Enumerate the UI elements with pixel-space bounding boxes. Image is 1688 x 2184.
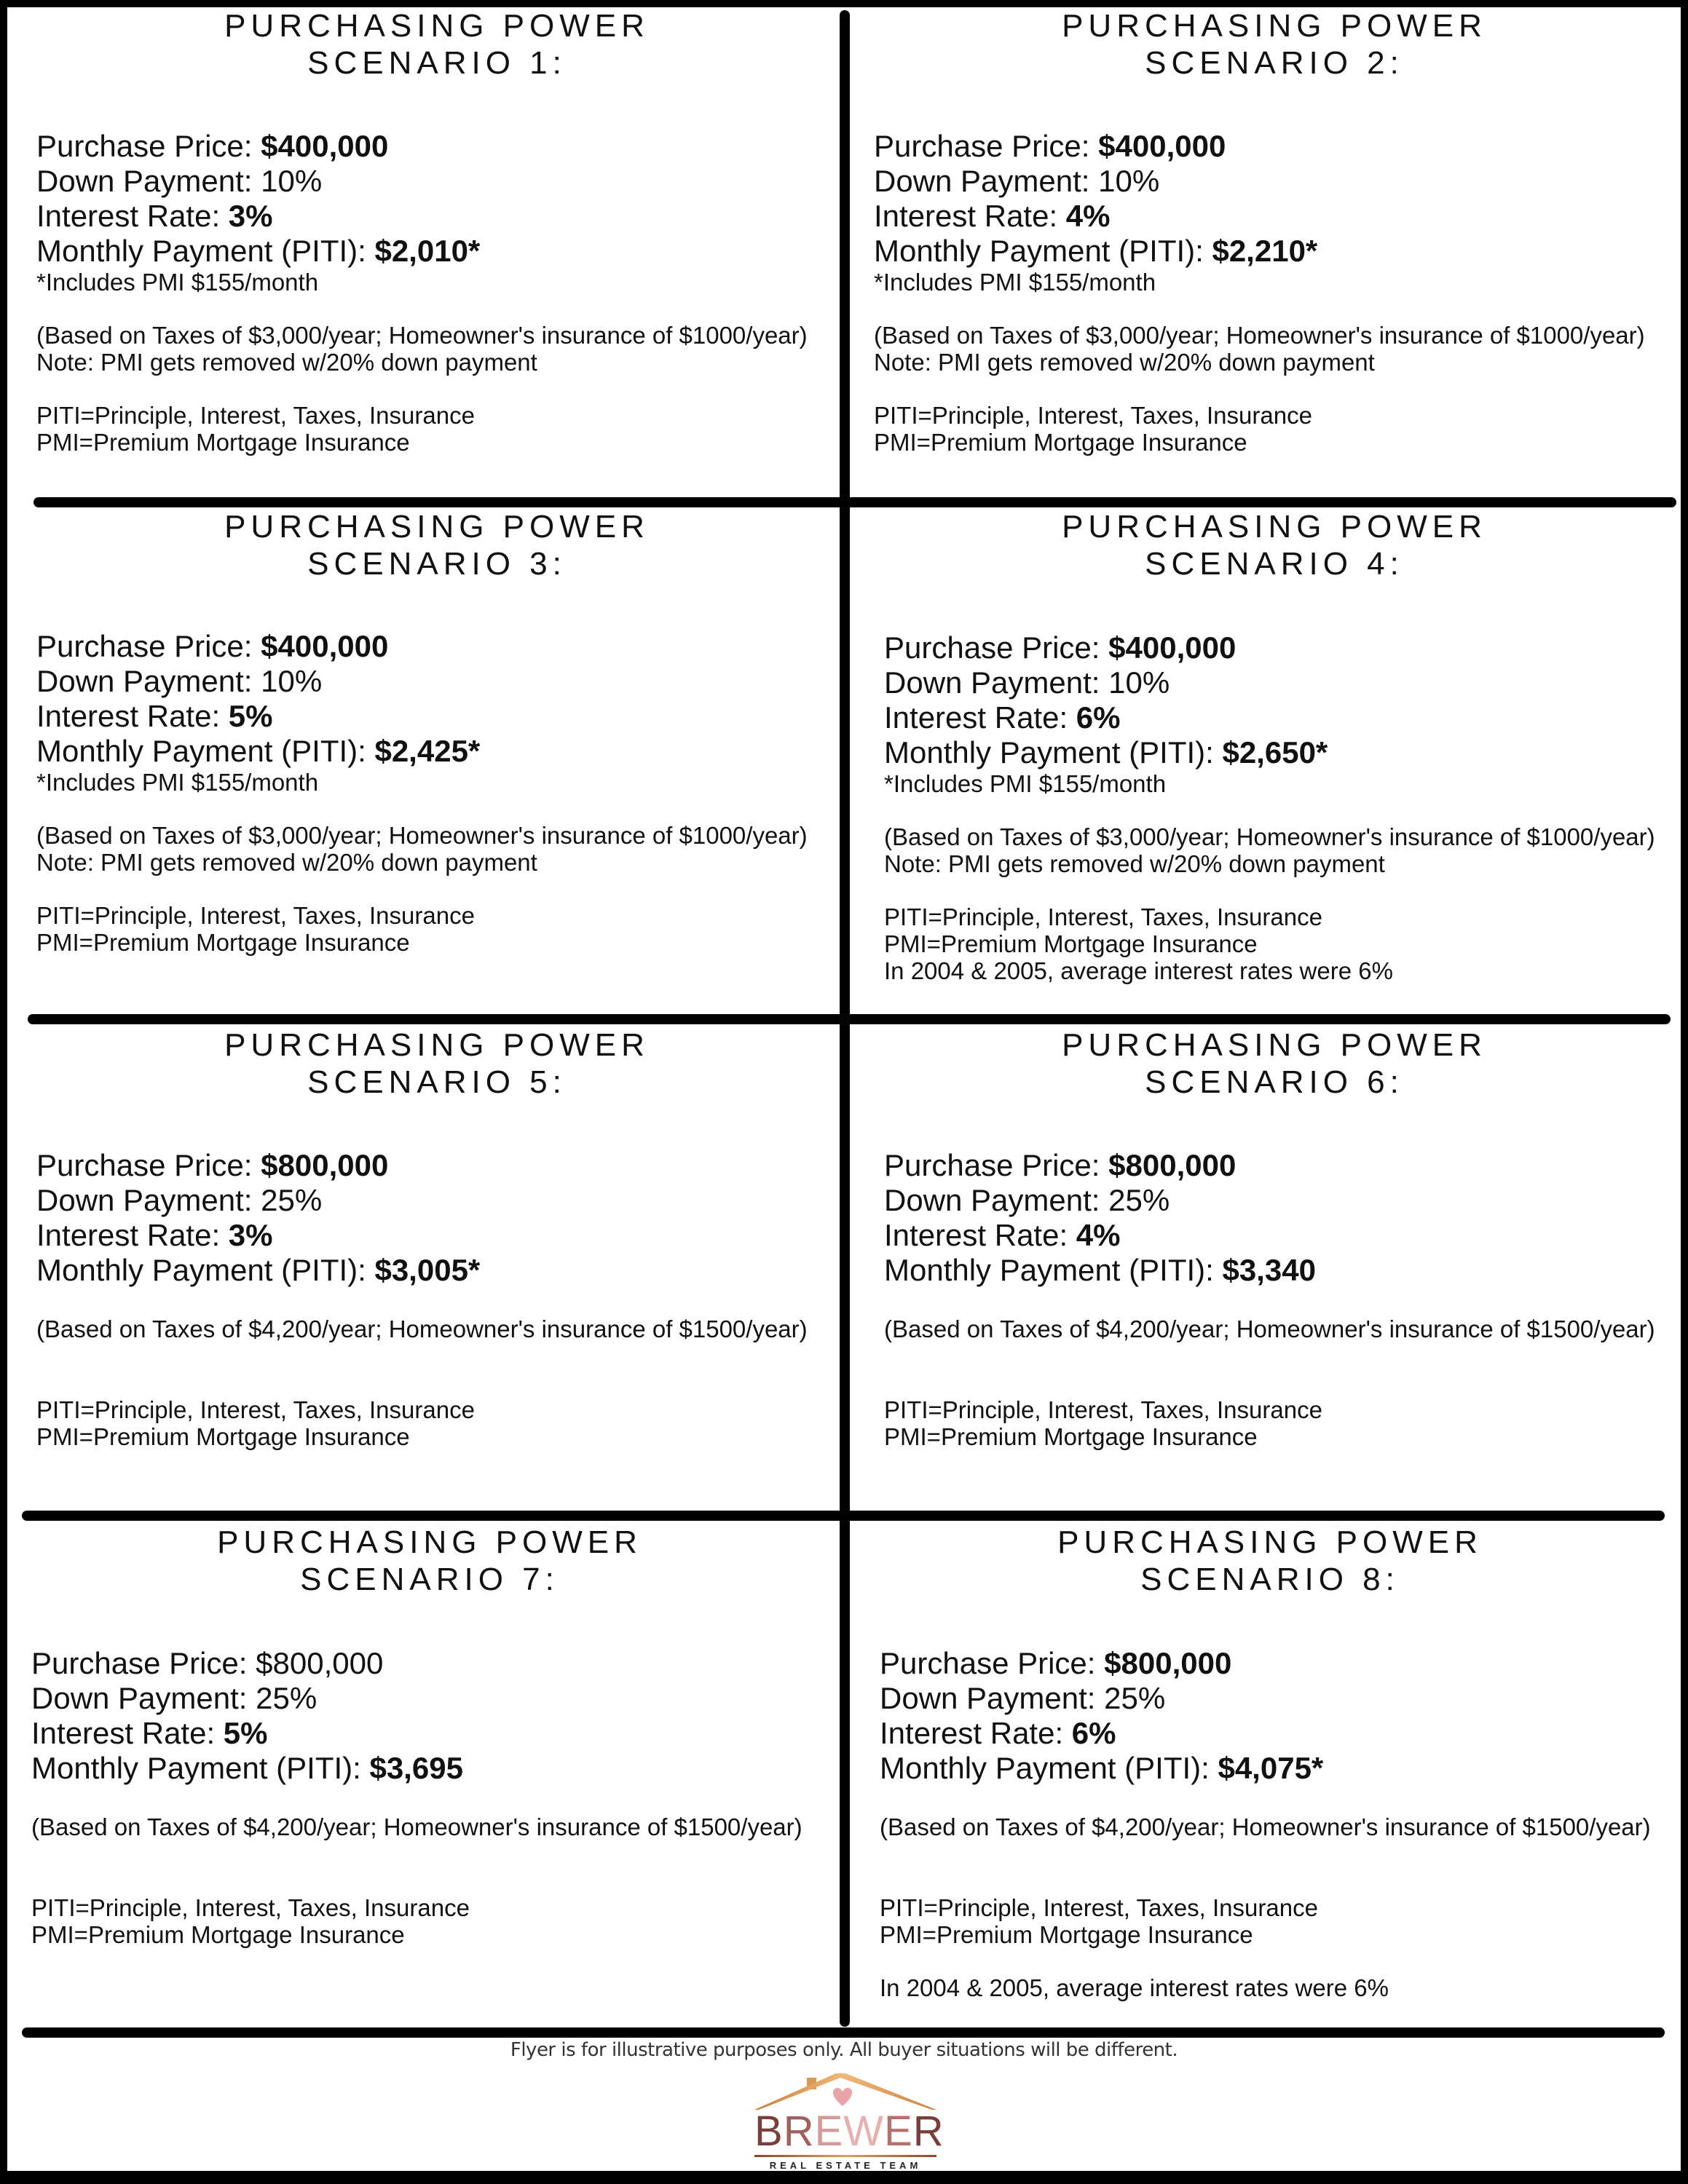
monthly-payment-value: $2,425* (374, 734, 481, 768)
scenario-title (874, 7, 1675, 82)
title-line-1: PURCHASING POWER (1062, 509, 1487, 545)
purchase-price: Purchase Price: $800,000 (31, 1646, 384, 1680)
interest-rate: Interest Rate: 5% (31, 1716, 268, 1750)
pmi-definition: PMI=Premium Mortgage Insurance (884, 1423, 1258, 1450)
interest-rate: Interest Rate: 6% (880, 1716, 1116, 1750)
historical-rate-note: In 2004 & 2005, average interest rates were 6% (880, 1974, 1389, 2001)
scenario-title (869, 1524, 1671, 1598)
scenario-details (31, 1646, 803, 1948)
interest-rate-value: 4% (1065, 199, 1111, 233)
purchase-price: Purchase Price: $400,000 (36, 629, 389, 663)
monthly-payment: Monthly Payment (PITI): $2,010* (36, 234, 481, 268)
monthly-payment-value: $2,650* (1222, 735, 1328, 769)
monthly-payment: Monthly Payment (PITI): $3,005* (36, 1253, 481, 1287)
title-line-1: PURCHASING POWER (1062, 1027, 1487, 1063)
piti-definition: PITI=Principle, Interest, Taxes, Insurance (884, 903, 1322, 930)
row-divider-4 (22, 2027, 1665, 2038)
monthly-payment-value: $3,340 (1222, 1253, 1316, 1287)
purchase-price-value: $800,000 (256, 1646, 384, 1680)
pmi-definition: PMI=Premium Mortgage Insurance (36, 429, 410, 456)
interest-rate-value: 6% (1076, 700, 1121, 735)
pmi-removal-note: Note: PMI gets removed w/20% down payment (36, 349, 537, 376)
pmi-definition: PMI=Premium Mortgage Insurance (36, 929, 410, 956)
title-line-2: SCENARIO 5: (307, 1064, 567, 1100)
scenario-details (36, 1148, 808, 1450)
pmi-definition: PMI=Premium Mortgage Insurance (36, 1423, 410, 1450)
piti-definition: PITI=Principle, Interest, Taxes, Insurance (36, 402, 475, 429)
based-on-note: (Based on Taxes of $4,200/year; Homeowner's insurance of $1500/year) (31, 1813, 802, 1840)
title-line-1: PURCHASING POWER (217, 1524, 642, 1560)
based-on-note: (Based on Taxes of $4,200/year; Homeowner's insurance of $1500/year) (884, 1315, 1655, 1342)
title-line-2: SCENARIO 8: (1140, 1562, 1400, 1597)
down-payment: Down Payment: 10% (874, 164, 1160, 198)
pmi-note: *Includes PMI $155/month (36, 269, 319, 296)
monthly-payment: Monthly Payment (PITI): $2,650* (884, 735, 1328, 769)
based-on-note: (Based on Taxes of $3,000/year; Homeowner's insurance of $1000/year) (884, 823, 1655, 850)
logo-tagline: REAL ESTATE TEAM (769, 2160, 922, 2171)
monthly-payment: Monthly Payment (PITI): $3,695 (31, 1751, 463, 1785)
based-on-note: (Based on Taxes of $3,000/year; Homeowner's insurance of $1000/year) (874, 322, 1645, 349)
title-line-1: PURCHASING POWER (224, 8, 650, 44)
purchase-price: Purchase Price: $800,000 (36, 1148, 389, 1182)
monthly-payment-value: $2,010* (374, 234, 481, 268)
disclaimer-text: Flyer is for illustrative purposes only. All buyer situations will be different. (510, 2039, 1178, 2061)
down-payment: Down Payment: 25% (884, 1183, 1170, 1217)
down-payment-value: 25% (1108, 1183, 1170, 1217)
based-on-note: (Based on Taxes of $3,000/year; Homeowner's insurance of $1000/year) (36, 322, 808, 349)
pmi-note: *Includes PMI $155/month (36, 769, 319, 796)
down-payment-value: 10% (1108, 665, 1170, 700)
down-payment: Down Payment: 25% (880, 1681, 1166, 1715)
pmi-definition: PMI=Premium Mortgage Insurance (31, 1921, 405, 1948)
piti-definition: PITI=Principle, Interest, Taxes, Insurance (31, 1894, 470, 1921)
pmi-removal-note: Note: PMI gets removed w/20% down payment (874, 349, 1375, 376)
heart-icon (832, 2086, 853, 2108)
interest-rate-value: 4% (1076, 1218, 1121, 1252)
title-line-1: PURCHASING POWER (1057, 1524, 1483, 1560)
title-line-2: SCENARIO 7: (300, 1562, 559, 1597)
pmi-removal-note: Note: PMI gets removed w/20% down payment (884, 850, 1385, 877)
pmi-note: *Includes PMI $155/month (884, 770, 1167, 797)
pmi-removal-note: Note: PMI gets removed w/20% down payment (36, 849, 537, 876)
logo-wordmark: BREWER (754, 2108, 944, 2155)
down-payment: Down Payment: 25% (31, 1681, 318, 1715)
logo-underline (754, 2155, 936, 2157)
purchase-price: Purchase Price: $400,000 (874, 129, 1226, 163)
down-payment-value: 25% (261, 1183, 323, 1217)
row-divider-1 (33, 497, 1676, 507)
down-payment: Down Payment: 10% (36, 664, 323, 698)
piti-definition: PITI=Principle, Interest, Taxes, Insurance (36, 902, 475, 929)
monthly-payment-value: $3,695 (369, 1751, 463, 1785)
pmi-note: *Includes PMI $155/month (874, 269, 1156, 296)
title-line-1: PURCHASING POWER (224, 509, 650, 545)
scenario-details (884, 1148, 1656, 1450)
scenario-details (880, 1646, 1652, 2001)
monthly-payment: Monthly Payment (PITI): $3,340 (884, 1253, 1316, 1287)
down-payment: Down Payment: 10% (36, 164, 323, 198)
scenario-details (884, 630, 1656, 984)
purchase-price: Purchase Price: $800,000 (884, 1148, 1237, 1182)
historical-rate-note: In 2004 & 2005, average interest rates were 6% (884, 957, 1393, 984)
scenario-title (29, 1524, 830, 1598)
purchase-price-value: $400,000 (261, 629, 389, 663)
title-line-2: SCENARIO 1: (307, 45, 567, 81)
down-payment-value: 10% (261, 164, 323, 198)
monthly-payment: Monthly Payment (PITI): $2,425* (36, 734, 481, 768)
interest-rate-value: 5% (223, 1716, 268, 1750)
monthly-payment-value: $4,075* (1218, 1751, 1324, 1785)
purchase-price: Purchase Price: $400,000 (36, 129, 389, 163)
piti-definition: PITI=Principle, Interest, Taxes, Insurance (884, 1396, 1322, 1423)
interest-rate-value: 3% (228, 199, 273, 233)
down-payment: Down Payment: 10% (884, 665, 1170, 700)
brewer-logo (754, 2068, 944, 2171)
title-line-1: PURCHASING POWER (1062, 8, 1487, 44)
based-on-note: (Based on Taxes of $3,000/year; Homeowner's insurance of $1000/year) (36, 822, 808, 849)
pmi-definition: PMI=Premium Mortgage Insurance (874, 429, 1247, 456)
interest-rate: Interest Rate: 5% (36, 699, 273, 733)
piti-definition: PITI=Principle, Interest, Taxes, Insurance (880, 1894, 1318, 1921)
monthly-payment: Monthly Payment (PITI): $4,075* (880, 1751, 1324, 1785)
down-payment-value: 25% (1104, 1681, 1166, 1715)
row-divider-2 (28, 1014, 1671, 1024)
down-payment-value: 10% (1098, 164, 1160, 198)
scenario-title (874, 508, 1675, 582)
title-line-1: PURCHASING POWER (224, 1027, 650, 1063)
interest-rate-value: 3% (228, 1218, 273, 1252)
based-on-note: (Based on Taxes of $4,200/year; Homeowner's insurance of $1500/year) (880, 1813, 1651, 1840)
scenario-title (36, 508, 837, 582)
scenario-details (874, 129, 1646, 456)
purchase-price-value: $400,000 (261, 129, 389, 163)
down-payment-value: 25% (256, 1681, 318, 1715)
down-payment: Down Payment: 25% (36, 1183, 323, 1217)
piti-definition: PITI=Principle, Interest, Taxes, Insurance (874, 402, 1312, 429)
title-line-2: SCENARIO 2: (1145, 45, 1404, 81)
interest-rate: Interest Rate: 4% (874, 199, 1111, 233)
row-divider-3 (22, 1511, 1665, 1521)
interest-rate: Interest Rate: 3% (36, 1218, 273, 1252)
scenario-details (36, 629, 808, 956)
purchase-price-value: $800,000 (1108, 1148, 1237, 1182)
interest-rate-value: 6% (1071, 1716, 1116, 1750)
purchase-price-value: $400,000 (1098, 129, 1226, 163)
title-line-2: SCENARIO 6: (1145, 1064, 1404, 1100)
interest-rate-value: 5% (228, 699, 273, 733)
scenario-title (874, 1026, 1675, 1101)
scenario-details (36, 129, 808, 456)
interest-rate: Interest Rate: 3% (36, 199, 273, 233)
monthly-payment-value: $2,210* (1212, 234, 1318, 268)
down-payment-value: 10% (261, 664, 323, 698)
scenario-title (36, 7, 837, 82)
purchase-price: Purchase Price: $400,000 (884, 630, 1237, 665)
title-line-2: SCENARIO 4: (1145, 546, 1404, 582)
purchase-price-value: $800,000 (1104, 1646, 1232, 1680)
title-line-2: SCENARIO 3: (307, 546, 567, 582)
piti-definition: PITI=Principle, Interest, Taxes, Insurance (36, 1396, 475, 1423)
pmi-definition: PMI=Premium Mortgage Insurance (884, 930, 1258, 957)
pmi-definition: PMI=Premium Mortgage Insurance (880, 1921, 1253, 1948)
interest-rate: Interest Rate: 4% (884, 1218, 1121, 1252)
purchase-price-value: $800,000 (261, 1148, 389, 1182)
purchase-price-value: $400,000 (1108, 630, 1237, 665)
monthly-payment: Monthly Payment (PITI): $2,210* (874, 234, 1318, 268)
monthly-payment-value: $3,005* (374, 1253, 481, 1287)
purchase-price: Purchase Price: $800,000 (880, 1646, 1232, 1680)
interest-rate: Interest Rate: 6% (884, 700, 1121, 735)
based-on-note: (Based on Taxes of $4,200/year; Homeowner's insurance of $1500/year) (36, 1315, 808, 1342)
scenario-title (36, 1026, 837, 1101)
